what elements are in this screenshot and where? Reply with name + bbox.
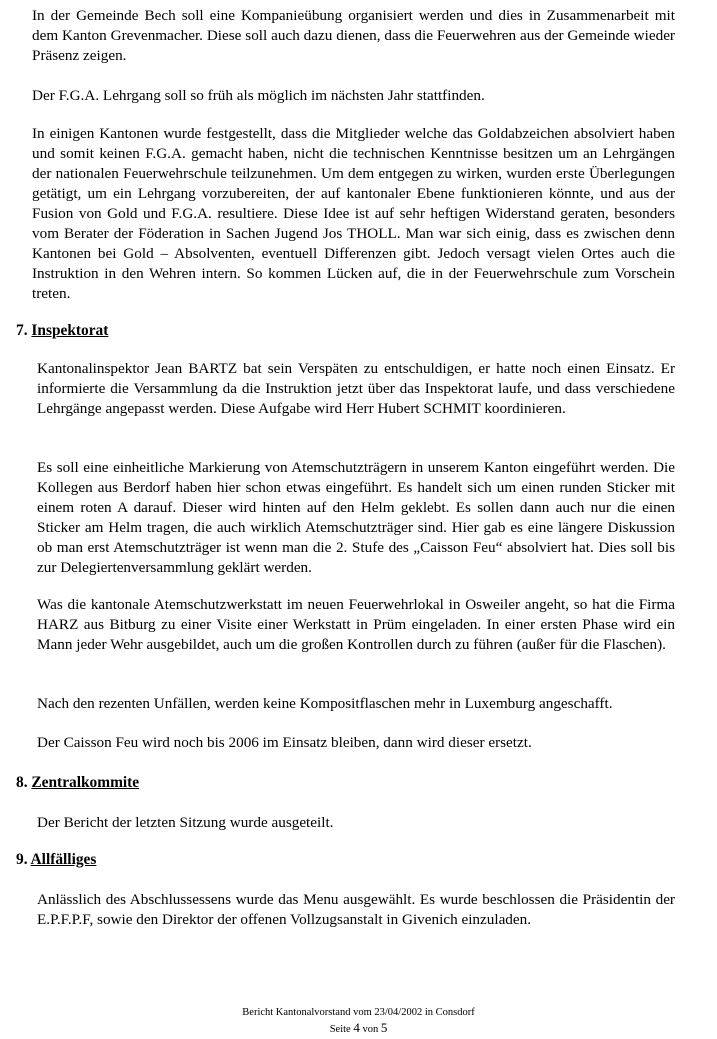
- paragraph-kantonalinspektor: Kantonalinspektor Jean BARTZ bat sein Verspäten zu entschuldigen, er hatte noch einen Einsatz. Er informierte die Versammlung da die Instruktion jetzt über das Inspektorat laufe, und dass verschiedene Lehrgänge angepasst werden. Diese Aufgabe wird Herr Hubert SCHMIT koordinieren.: [37, 360, 675, 417]
- footer-page-number: [0, 1021, 717, 1037]
- paragraph-atemschutz-markierung: Es soll eine einheitliche Markierung von Atemschutzträgern in unserem Kanton eingeführt werden. Die Kollegen aus Berdorf haben hier schon etwas eingeführt. Es handelt sich um einen runden Sticker mit einem roten A darauf. Dieser wird hinten auf den Helm geklebt. Es sollen dann auch nur die einen Sticker am Helm tragen, die auch wirklich Atemschutzträger sind. Hier gab es eine längere Diskussion ob man erst Atemschutzträger ist wenn man die 2. Stufe des „Caisson Feu“ absolviert hat. Dies soll bis zur Delegiertenversammlung geklärt werden.: [37, 459, 675, 576]
- section-number: 9.: [16, 851, 28, 868]
- paragraph-goldabzeichen: In einigen Kantonen wurde festgestellt, dass die Mitglieder welche das Goldabzeichen absolviert haben und somit keinen F.G.A. gemacht haben, nicht die technischen Kenntnisse besitzen um an Lehrgängen der nationalen Feuerwehrschule teilzunehmen. Um dem entgegen zu wirken, wurden erste Überlegungen getätigt, um ein Lehrgang vorzubereiten, der auf kantonaler Ebene funktionieren könnte, und aus der Fusion von Gold und F.G.A. resultiere. Diese Idee ist auf sehr heftigen Widerstand geraten, besonders vom Berater der Föderation in Sachen Jugend Jos THOLL. Man war sich einig, dass es zwischen denn Kantonen bei Gold – Absolventen, eventuell Differenzen gibt. Jedoch versagt vielen Ortes auch die Instruktion in den Wehren intern. So kommen Lücken auf, die in der Feuerwehrschule zum Vorschein treten.: [32, 125, 675, 302]
- section-title: Zentralkommite: [31, 774, 140, 791]
- paragraph-atemschutzwerkstatt: Was die kantonale Atemschutzwerkstatt im neuen Feuerwehrlokal in Osweiler angeht, so hat die Firma HARZ aus Bitburg zu einer Visite einer Werkstatt in Prüm eingeladen. In einer ersten Phase wird ein Mann jeder Wehr ausgebildet, auch um die großen Kontrollen durch zu führen (außer für die Flaschen).: [37, 596, 675, 653]
- paragraph-kompanieuebung: In der Gemeinde Bech soll eine Kompanieübung organisiert werden und dies in Zusammenarbeit mit dem Kanton Grevenmacher. Diese soll auch dazu dienen, dass die Feuerwehren aus der Gemeinde wieder Präsenz zeigen.: [32, 7, 675, 64]
- paragraph-bericht-sitzung: Der Bericht der letzten Sitzung wurde ausgeteilt.: [37, 814, 334, 831]
- section-heading-inspektorat: [16, 321, 108, 341]
- section-number: 7.: [16, 322, 28, 339]
- page-of-label: von: [362, 1024, 379, 1035]
- section-number: 8.: [16, 774, 28, 791]
- page-label: Seite: [329, 1024, 351, 1035]
- paragraph-abschlussessen: Anlässlich des Abschlussessens wurde das Menu ausgewählt. Es wurde beschlossen die Präsidentin der E.P.F.P.F, sowie den Direktor der offenen Vollzugsanstalt in Givenich einzuladen.: [37, 891, 675, 928]
- section-title: Allfälliges: [30, 851, 97, 868]
- footer-report-line: Bericht Kantonalvorstand vom 23/04/2002 in Consdorf: [242, 1007, 475, 1018]
- paragraph-caisson-feu: Der Caisson Feu wird noch bis 2006 im Einsatz bleiben, dann wird dieser ersetzt.: [37, 734, 532, 751]
- paragraph-fga-lehrgang: Der F.G.A. Lehrgang soll so früh als möglich im nächsten Jahr stattfinden.: [32, 87, 485, 104]
- section-heading-zentralkommite: [16, 773, 139, 793]
- section-title: Inspektorat: [31, 322, 109, 339]
- section-heading-allfaelliges: [16, 850, 96, 870]
- paragraph-kompositflaschen: Nach den rezenten Unfällen, werden keine Kompositflaschen mehr in Luxemburg angeschafft.: [37, 695, 613, 712]
- page-number: 4: [353, 1020, 360, 1035]
- page-total: 5: [380, 1020, 388, 1035]
